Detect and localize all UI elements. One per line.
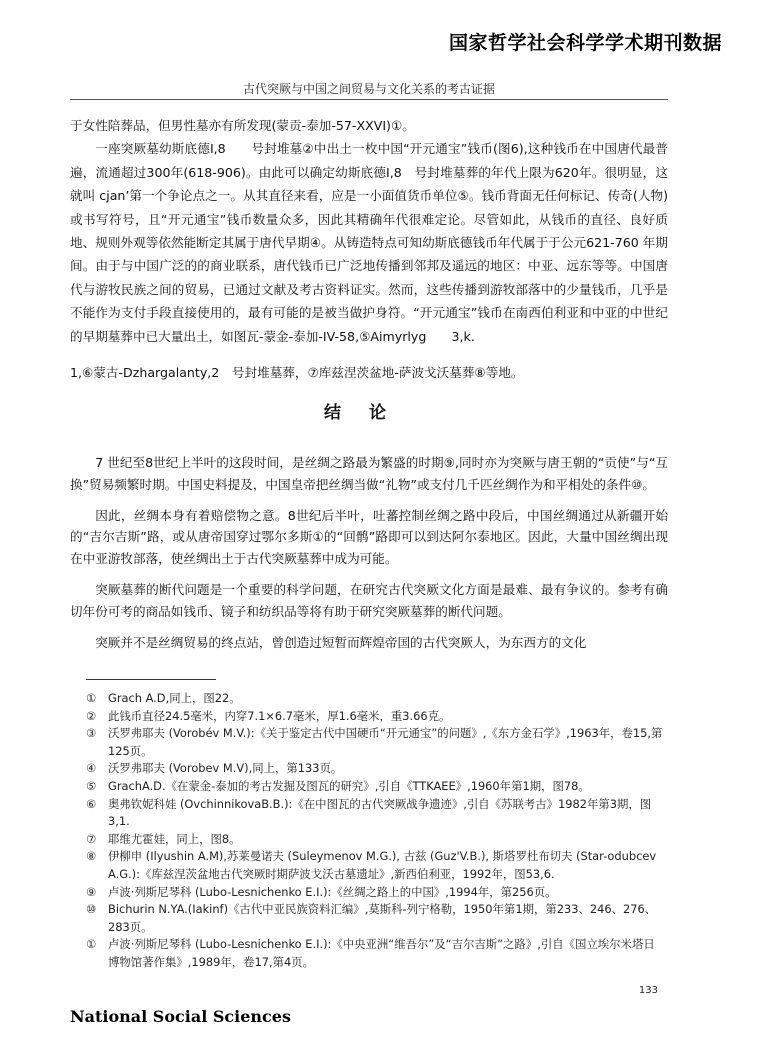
footnote <box>86 936 666 971</box>
footnote-number: ⑩ <box>86 902 97 917</box>
footnote-text: 沃罗弗耶夫 (Vorobev M.V),同上，第133页。 <box>108 761 343 776</box>
footer-brand: National Social Sciences <box>70 1007 291 1026</box>
conclusion-text <box>70 452 668 653</box>
footnote-text: Grach A.D,同上，图22。 <box>108 691 241 705</box>
footnote-text: GrachA.D.《在蒙金-泰加的考古发掘及图瓦的研究》,引自《TTKAEE》,1960年第1期，图78。 <box>108 778 590 793</box>
conclusion-paragraph-4: 突厥并不是丝绸贸易的终点站，曾创造过短暂而辉煌帝国的古代突厥人，为东西方的文化 <box>95 634 587 650</box>
footnote-number: ② <box>86 708 97 723</box>
footnote-text: 此钱币直径24.5毫米，内穿7.1×6.7毫米，厚1.6毫米，重3.66克。 <box>108 708 451 723</box>
footnote-number: ④ <box>86 761 97 776</box>
footnote-number: ① <box>86 937 97 952</box>
footnote-number: ⑨ <box>86 884 97 899</box>
section-heading: 结论 <box>324 403 414 423</box>
footnote-number: ⑦ <box>86 831 97 846</box>
footnote <box>86 690 666 708</box>
footnote-rule <box>86 679 216 680</box>
footnote-text: Bichurin N.YA.(Iakinf)《古代中亚民族资料汇编》,莫斯科-列宁格勒，1950年第1期，第233、246、276、283页。 <box>108 902 657 934</box>
footnote <box>86 796 666 831</box>
footnote-text: 耶维尤霍娃，同上，图8。 <box>108 831 241 846</box>
footnote-text: 奥弗钦妮科娃 (OvchinnikovaB.B.):《在中图瓦的古代突厥战争遗迹》,引自《苏联考古》1982年第3期，图3,1. <box>108 796 652 829</box>
page-number: 133 <box>638 985 658 996</box>
footnote <box>86 708 666 726</box>
footnote-text: 卢波·列斯尼琴科 (Lubo-Lesnichenko E.I.):《丝绸之路上的中国》,1994年，第256页。 <box>108 884 557 899</box>
footnote <box>86 901 666 936</box>
footnote <box>86 831 666 849</box>
footnote-text: 沃罗弗耶夫 (Vorobév M.V.):《关于鉴定古代中国硬币“开元通宝”的问题》,《东方金石学》,1963年，卷15,第125页。 <box>108 726 663 758</box>
header-rule <box>70 99 668 100</box>
footnote <box>86 725 666 760</box>
footnote-text: 卢波·列斯尼琴科 (Lubo-Lesnichenko E.I.):《中央亚洲“维吾尔”及“吉尔吉斯”之路》,引自《国立埃尔米塔日博物馆著作集》,1989年，卷17,第4页。 <box>108 937 655 969</box>
footnote-text: 伊柳申 (Ilyushin A.M),苏莱曼诺夫 (Suleymenov M.G.), 古兹 (Guz'V.B.), 斯塔罗杜布切夫 (Star-odubcev A.G.):《库兹涅茨盆地古代突厥时期萨波戈沃古墓遗址》,新西伯利亚，1992年，图53,6. <box>108 849 657 881</box>
conclusion-paragraph-3: 突厥墓葬的断代问题是一个重要的科学问题，在研究古代突厥文化方面是最难、最有争议的。参考有确切年份可考的商品如钱币、镜子和纺织品等将有助于研究突厥墓葬的断代问题。 <box>70 581 668 619</box>
paragraph-2: 一座突厥墓幼斯底德I,8 号封堆墓②中出土一枚中国“开元通宝”钱币(图6),这种钱币在中国唐代最普遍，流通超过300年(618-906)。由此可以确定幼斯底德I,8 号封堆墓葬的年代上限为620年。很明显，这就叫 cjan’第一个争论点之一。从其直径来看，应是一小面值货币单位⑤。钱币背面无任何标记、传奇(人物)或书写符号，且“开元通宝”钱币数量众多，因此其精确年代很难定论。尽管如此，从钱币的直径、良好质地、规则外观等依然能断定其属于唐代早期④。从铸造特点可知幼斯底德钱币年代属于于公元621-760 年期间。由于与中国广泛的的商业联系，唐代钱币已广泛地传播到邻邦及遥远的地区：中亚、远东等等。中国唐代与游牧民族之间的贸易，已通过文献及考古资料证实。然而，这些传播到游牧部落中的少量钱币，几乎是不能作为支付手段直接使用的，最有可能的是被当做护身符。“开元通宝”钱币在南西伯利亚和中亚的中世纪的早期墓葬中已大量出土，如图瓦-蒙金-泰加-IV-58,⑤Aimyrlyg 3,k. <box>70 141 668 344</box>
footnote-number: ⑥ <box>86 796 97 811</box>
footnote <box>86 760 666 778</box>
database-brand: 国家哲学社会科学学术期刊数据 <box>448 32 722 54</box>
body-text <box>70 114 668 384</box>
paragraph-3: 1,⑥蒙古-Dzhargalanty,2 号封堆墓葬，⑦库兹涅茨盆地-萨波戈沃墓葬⑧等地。 <box>70 365 524 381</box>
footnote-number: ⑧ <box>86 849 97 864</box>
conclusion-paragraph-1: 7 世纪至8世纪上半叶的这段时间，是丝绸之路最为繁盛的时期⑨,同时亦为突厥与唐王朝的“贡使”与“互换”贸易频繁时期。中国史料提及，中国皇帝把丝绸当做“礼物”或支付几千匹丝绸作为和平相处的条件⑩。 <box>70 455 668 492</box>
paragraph-1: 于女性陪葬品，但男性墓亦有所发现(蒙贡-泰加-57-XXVI)①。 <box>70 118 415 133</box>
footnote <box>86 848 666 883</box>
footnote <box>86 778 666 796</box>
footnote-number: ① <box>86 691 97 705</box>
footnote-number: ⑤ <box>86 778 97 793</box>
conclusion-paragraph-2: 因此，丝绸本身有着赔偿物之意。8世纪后半叶，吐蕃控制丝绸之路中段后，中国丝绸通过从新疆开始的“吉尔吉斯”路，或从唐帝国穿过鄂尔多斯①的“回鹘”路即可以到达阿尔泰地区。因此，大量中国丝绸出现在中亚游牧部落，使丝绸出土于古代突厥墓葬中成为可能。 <box>70 507 668 567</box>
running-title: 古代突厥与中国之间贸易与文化关系的考古证据 <box>242 82 495 96</box>
footnotes <box>86 690 666 972</box>
footnote-number: ③ <box>86 726 97 741</box>
footnote <box>86 884 666 902</box>
